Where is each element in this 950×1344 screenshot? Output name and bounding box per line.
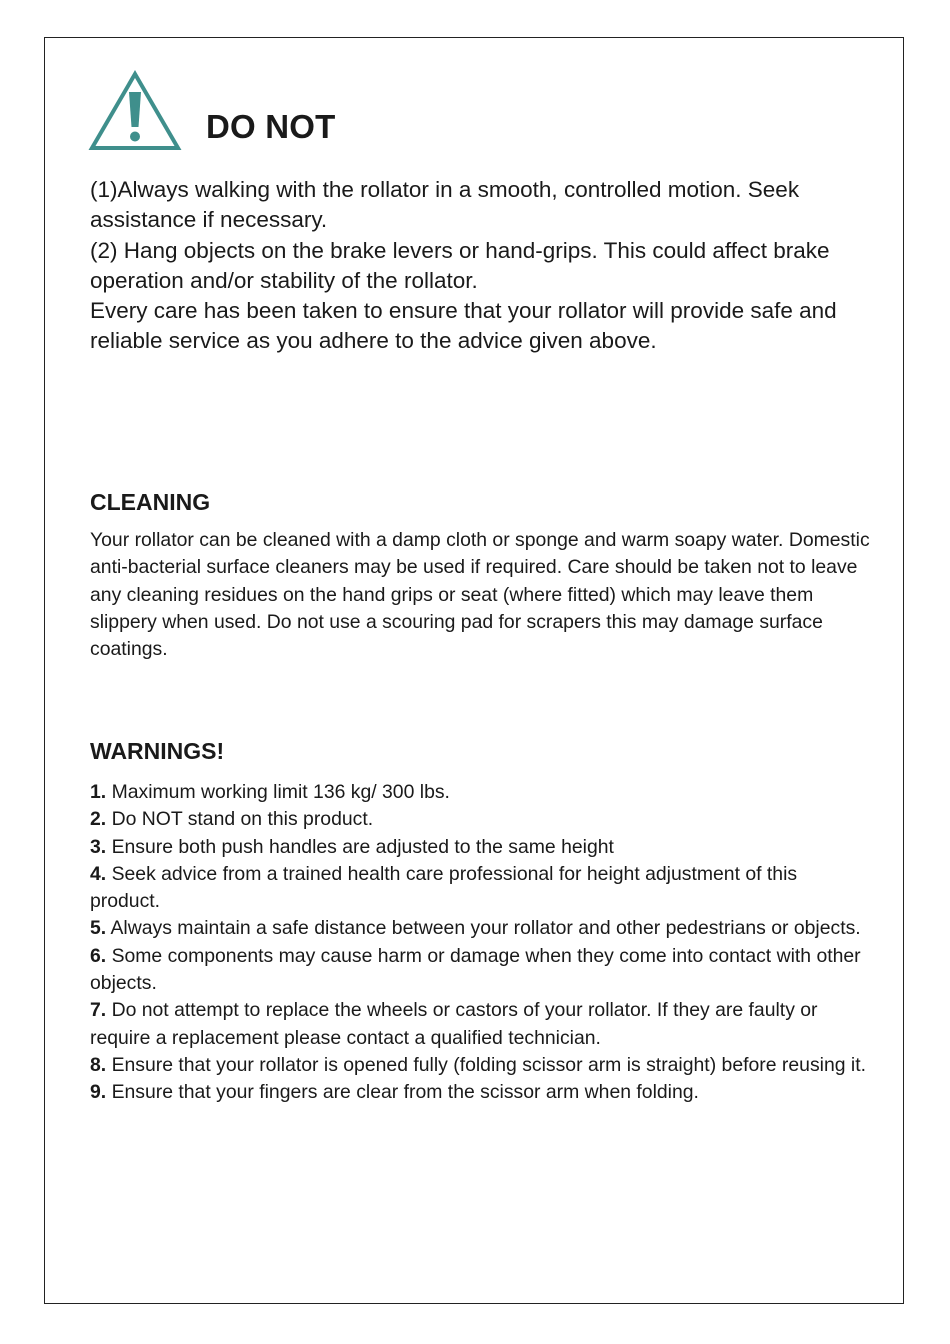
- cleaning-section: [90, 489, 870, 663]
- warning-number: 7.: [90, 999, 107, 1022]
- donot-header: [88, 70, 336, 152]
- warning-text: Do not attempt to replace the wheels or castors of your rollator. If they are faulty or require a replacement please contact a qualified technician.: [90, 999, 818, 1049]
- warning-number: 4.: [90, 862, 107, 885]
- warning-item: [90, 943, 870, 998]
- warnings-heading: WARNINGS!: [90, 738, 225, 764]
- warning-item: [90, 806, 870, 833]
- donot-paragraph-1: (1)Always walking with the rollator in a smooth, controlled motion. Seek assistance if necessary.: [90, 177, 800, 233]
- warning-item: [90, 861, 870, 916]
- warning-number: 2.: [90, 808, 107, 831]
- donot-title: DO NOT: [206, 108, 336, 145]
- warning-number: 9.: [90, 1081, 107, 1104]
- warning-item: [90, 915, 870, 942]
- warning-triangle-icon: [88, 70, 182, 152]
- cleaning-text: Your rollator can be cleaned with a damp cloth or sponge and warm soapy water. Domestic anti-bacterial surface cleaners may be used if required. Care should be taken not to leave any cleaning residues on the hand grips or seat (where fitted) which may leave them slippery when used. Do not use a scouring pad for scrapers this may damage surface coatings.: [90, 529, 870, 661]
- warnings-list: [90, 779, 870, 1107]
- warning-text: Ensure both push handles are adjusted to the same height: [111, 835, 614, 858]
- donot-paragraph-3: Every care has been taken to ensure that your rollator will provide safe and reliable service as you adhere to the advice given above.: [90, 298, 837, 354]
- warning-number: 3.: [90, 835, 107, 858]
- warning-item: [90, 1079, 870, 1106]
- warning-text: Seek advice from a trained health care professional for height adjustment of this product.: [90, 862, 798, 913]
- warning-text: Some components may cause harm or damage when they come into contact with other objects.: [90, 944, 861, 995]
- warning-item: [90, 997, 870, 1052]
- warning-number: 5.: [90, 917, 107, 940]
- warning-text: Ensure that your fingers are clear from the scissor arm when folding.: [111, 1081, 699, 1104]
- cleaning-heading: CLEANING: [90, 489, 211, 515]
- warning-item: [90, 834, 870, 861]
- warning-text: Ensure that your rollator is opened fully (folding scissor arm is straight) before reusing it.: [111, 1053, 866, 1076]
- warning-item: [90, 1052, 870, 1079]
- donot-paragraph-2: (2) Hang objects on the brake levers or hand-grips. This could affect brake operation and/or stability of the rollator.: [90, 237, 830, 293]
- warnings-section: [90, 738, 870, 1107]
- warning-text: Maximum working limit 136 kg/ 300 lbs.: [111, 781, 450, 803]
- warning-number: 6.: [90, 944, 107, 967]
- warning-text: Do NOT stand on this product.: [111, 808, 374, 831]
- warning-text: Always maintain a safe distance between your rollator and other pedestrians or objects.: [110, 917, 861, 940]
- warning-number: 8.: [90, 1053, 107, 1076]
- warning-item: [90, 779, 870, 806]
- donot-body: [90, 175, 880, 357]
- warning-number: 1.: [90, 781, 107, 803]
